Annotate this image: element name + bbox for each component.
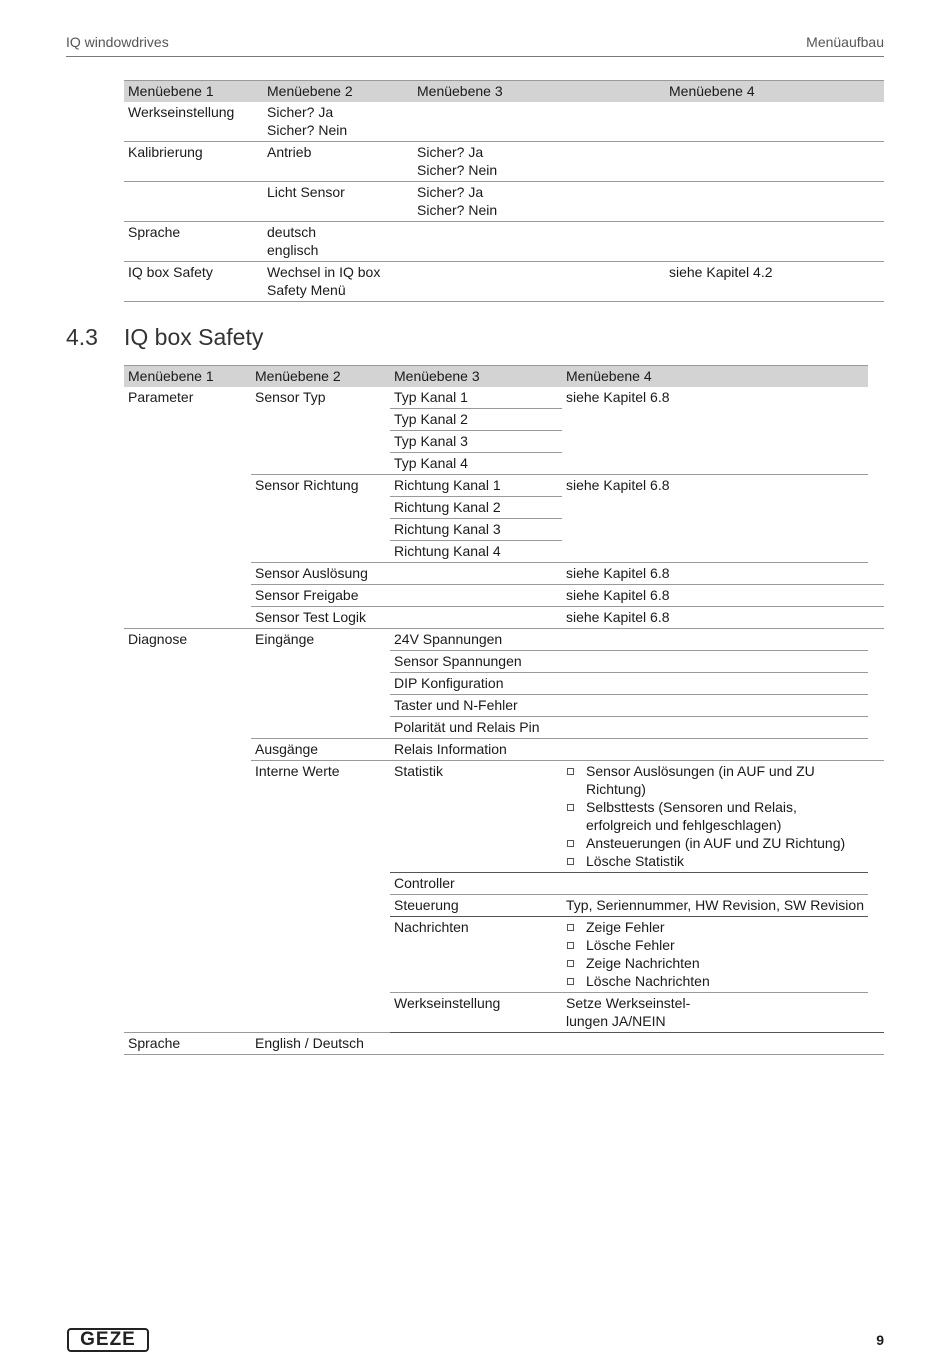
col-header: Menüebene 2: [251, 366, 390, 388]
section-title: IQ box Safety: [124, 324, 264, 350]
col-header: Menüebene 3: [390, 366, 562, 388]
cell: Kalibrierung: [128, 144, 203, 160]
cell: Polarität und Relais Pin: [390, 717, 562, 739]
cell: Relais Information: [394, 741, 507, 757]
table-row: [124, 262, 884, 302]
page-header: [66, 34, 884, 57]
cell: [562, 761, 868, 873]
geze-logo: GEZE: [67, 1328, 149, 1352]
section-number: 4.3: [66, 324, 98, 350]
cell: Diagnose: [124, 629, 251, 1033]
table-row: [124, 102, 884, 142]
list-item: Zeige Fehler: [566, 918, 864, 936]
cell: siehe Kapitel 6.8: [562, 475, 868, 563]
cell: Sensor Spannungen: [390, 651, 562, 673]
cell: Sprache: [128, 1035, 181, 1051]
col-header: Menüebene 3: [413, 81, 665, 103]
cell: Typ Kanal 1: [390, 387, 562, 409]
cell: Nachrichten: [390, 917, 562, 993]
list-item: Lösche Fehler: [566, 936, 864, 954]
table-row: [124, 387, 884, 409]
nachrichten-list: [566, 918, 864, 990]
header-product: IQ windowdrives: [66, 34, 169, 50]
col-header: Menüebene 4: [665, 81, 884, 103]
cell: Werkseinstellung: [128, 104, 235, 120]
table-row: [124, 182, 884, 222]
col-header: Menüebene 2: [263, 81, 413, 103]
cell: Sicher? Ja Sicher? Nein: [417, 184, 498, 218]
cell: English / Deutsch: [255, 1035, 364, 1051]
cell: siehe Kapitel 4.2: [669, 264, 773, 280]
cell: DIP Konfiguration: [390, 673, 562, 695]
cell: Typ Kanal 2: [390, 409, 562, 431]
col-header: Menüebene 1: [124, 366, 251, 388]
menu-table-1: [124, 80, 884, 302]
cell: Taster und N-Fehler: [390, 695, 562, 717]
cell: siehe Kapitel 6.8: [566, 609, 670, 625]
cell: Statistik: [390, 761, 562, 873]
cell: IQ box Safety: [128, 264, 213, 280]
cell: Richtung Kanal 3: [390, 519, 562, 541]
list-item: Zeige Nachrichten: [566, 954, 864, 972]
cell: siehe Kapitel 6.8: [566, 587, 670, 603]
cell: Setze Werkseinstel- lungen JA/NEIN: [566, 995, 691, 1029]
cell: Steuerung: [390, 895, 562, 917]
table-row: [124, 142, 884, 182]
cell: Licht Sensor: [267, 184, 345, 200]
cell: Richtung Kanal 2: [390, 497, 562, 519]
header-chapter: Menüaufbau: [806, 34, 884, 50]
col-header: Menüebene 1: [124, 81, 263, 103]
table-header-row: [124, 366, 884, 388]
table-row: [124, 629, 884, 651]
cell: Controller: [390, 873, 562, 895]
cell: Interne Werte: [251, 761, 390, 1033]
cell: Typ, Seriennummer, HW Revision, SW Revision: [562, 895, 868, 917]
cell: [562, 917, 868, 993]
cell: Sprache: [128, 224, 181, 240]
list-item: Sensor Auslösungen (in AUF und ZU Richtung): [566, 762, 864, 798]
cell: Sicher? Ja Sicher? Nein: [417, 144, 498, 178]
cell: Ausgänge: [255, 741, 319, 757]
cell: Antrieb: [267, 144, 312, 160]
table-header-row: [124, 81, 884, 103]
list-item: Lösche Statistik: [566, 852, 864, 870]
cell: deutsch englisch: [267, 224, 319, 258]
cell: Typ Kanal 4: [390, 453, 562, 475]
table-row: [124, 1033, 884, 1055]
list-item: Selbsttests (Sensoren und Relais, erfolgreich und fehlgeschlagen): [566, 798, 864, 834]
cell: Sensor Freigabe: [255, 587, 359, 603]
table-row: [124, 222, 884, 262]
cell: Sicher? Ja Sicher? Nein: [267, 104, 348, 138]
list-item: Ansteuerungen (in AUF und ZU Richtung): [566, 834, 864, 852]
cell: 24V Spannungen: [390, 629, 562, 651]
statistik-list: [566, 762, 864, 870]
cell: Sensor Richtung: [251, 475, 390, 563]
cell: Sensor Typ: [251, 387, 390, 475]
cell: Werkseinstellung: [394, 995, 501, 1011]
menu-table-2: [124, 365, 884, 1055]
cell: Parameter: [128, 389, 194, 405]
cell: Sensor Test Logik: [255, 609, 367, 625]
list-item: Lösche Nachrichten: [566, 972, 864, 990]
cell: Eingänge: [251, 629, 390, 739]
cell: Typ Kanal 3: [390, 431, 562, 453]
cell: siehe Kapitel 6.8: [562, 387, 868, 475]
cell: siehe Kapitel 6.8: [566, 565, 670, 581]
cell: Wechsel in IQ box Safety Menü: [267, 264, 381, 298]
cell: Richtung Kanal 1: [390, 475, 562, 497]
cell: Richtung Kanal 4: [390, 541, 562, 563]
col-header: Menüebene 4: [562, 366, 868, 388]
cell: Sensor Auslösung: [255, 565, 368, 581]
page-number: 9: [876, 1332, 884, 1348]
